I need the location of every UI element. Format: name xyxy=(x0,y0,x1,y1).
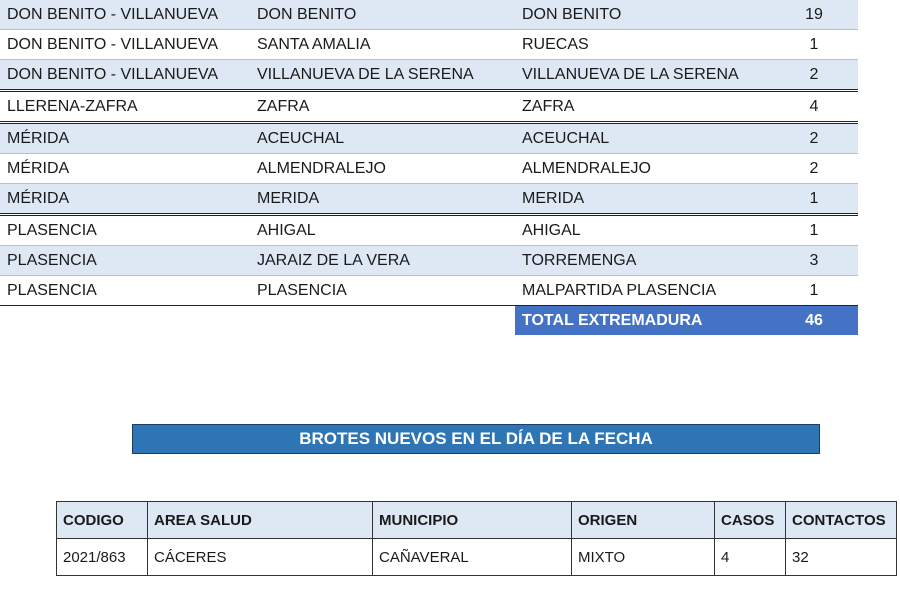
municipio-cell: ZAFRA xyxy=(515,91,770,123)
table-row xyxy=(0,123,858,154)
table-row xyxy=(0,0,858,30)
outbreaks-table xyxy=(56,501,897,576)
area-cell: PLASENCIA xyxy=(0,276,250,306)
contactos-cell: 32 xyxy=(786,539,897,576)
municipio-cell: TORREMENGA xyxy=(515,246,770,276)
table-header-row xyxy=(57,502,897,539)
section-banner: BROTES NUEVOS EN EL DÍA DE LA FECHA xyxy=(132,424,820,454)
zona-cell: JARAIZ DE LA VERA xyxy=(250,246,515,276)
area-cell: MÉRIDA xyxy=(0,154,250,184)
casos-cell: 1 xyxy=(770,184,858,215)
casos-cell: 1 xyxy=(770,276,858,306)
zona-cell: MERIDA xyxy=(250,184,515,215)
table-row xyxy=(0,30,858,60)
col-header-area: AREA SALUD xyxy=(148,502,373,539)
col-header-contactos: CONTACTOS xyxy=(786,502,897,539)
table-row xyxy=(0,91,858,123)
municipio-cell: MALPARTIDA PLASENCIA xyxy=(515,276,770,306)
origen-cell: MIXTO xyxy=(572,539,715,576)
casos-cell: 3 xyxy=(770,246,858,276)
casos-cell: 1 xyxy=(770,30,858,60)
col-header-origen: ORIGEN xyxy=(572,502,715,539)
municipio-cell: RUECAS xyxy=(515,30,770,60)
casos-cell: 19 xyxy=(770,0,858,30)
area-cell: LLERENA-ZAFRA xyxy=(0,91,250,123)
zona-cell: PLASENCIA xyxy=(250,276,515,306)
casos-cell: 1 xyxy=(770,215,858,246)
area-cell: CÁCERES xyxy=(148,539,373,576)
area-cell: MÉRIDA xyxy=(0,184,250,215)
table-row xyxy=(0,276,858,306)
municipio-cell: MERIDA xyxy=(515,184,770,215)
table-row xyxy=(57,539,897,576)
table-row xyxy=(0,60,858,91)
casos-cell: 4 xyxy=(770,91,858,123)
zona-cell: AHIGAL xyxy=(250,215,515,246)
casos-cell: 2 xyxy=(770,123,858,154)
area-cell: DON BENITO - VILLANUEVA xyxy=(0,60,250,91)
casos-cell: 4 xyxy=(715,539,786,576)
total-row xyxy=(0,306,858,336)
table-row xyxy=(0,184,858,215)
municipio-cell: ACEUCHAL xyxy=(515,123,770,154)
municipio-cell: AHIGAL xyxy=(515,215,770,246)
municipio-cell: VILLANUEVA DE LA SERENA xyxy=(515,60,770,91)
municipio-cell: ALMENDRALEJO xyxy=(515,154,770,184)
codigo-cell: 2021/863 xyxy=(57,539,148,576)
casos-cell: 2 xyxy=(770,60,858,91)
casos-cell: 2 xyxy=(770,154,858,184)
total-value: 46 xyxy=(770,306,858,336)
zona-cell: VILLANUEVA DE LA SERENA xyxy=(250,60,515,91)
area-cell: DON BENITO - VILLANUEVA xyxy=(0,0,250,30)
municipio-cell: DON BENITO xyxy=(515,0,770,30)
table-row xyxy=(0,246,858,276)
zona-cell: DON BENITO xyxy=(250,0,515,30)
zona-cell: ZAFRA xyxy=(250,91,515,123)
col-header-municipio: MUNICIPIO xyxy=(373,502,572,539)
table-row xyxy=(0,154,858,184)
area-cell: MÉRIDA xyxy=(0,123,250,154)
zona-cell: ALMENDRALEJO xyxy=(250,154,515,184)
area-cell: PLASENCIA xyxy=(0,246,250,276)
area-cell: DON BENITO - VILLANUEVA xyxy=(0,30,250,60)
total-blank-cell xyxy=(0,306,515,336)
table-row xyxy=(0,215,858,246)
area-cell: PLASENCIA xyxy=(0,215,250,246)
col-header-codigo: CODIGO xyxy=(57,502,148,539)
zona-cell: ACEUCHAL xyxy=(250,123,515,154)
municipio-cell: CAÑAVERAL xyxy=(373,539,572,576)
zona-cell: SANTA AMALIA xyxy=(250,30,515,60)
col-header-casos: CASOS xyxy=(715,502,786,539)
total-label: TOTAL EXTREMADURA xyxy=(515,306,770,336)
